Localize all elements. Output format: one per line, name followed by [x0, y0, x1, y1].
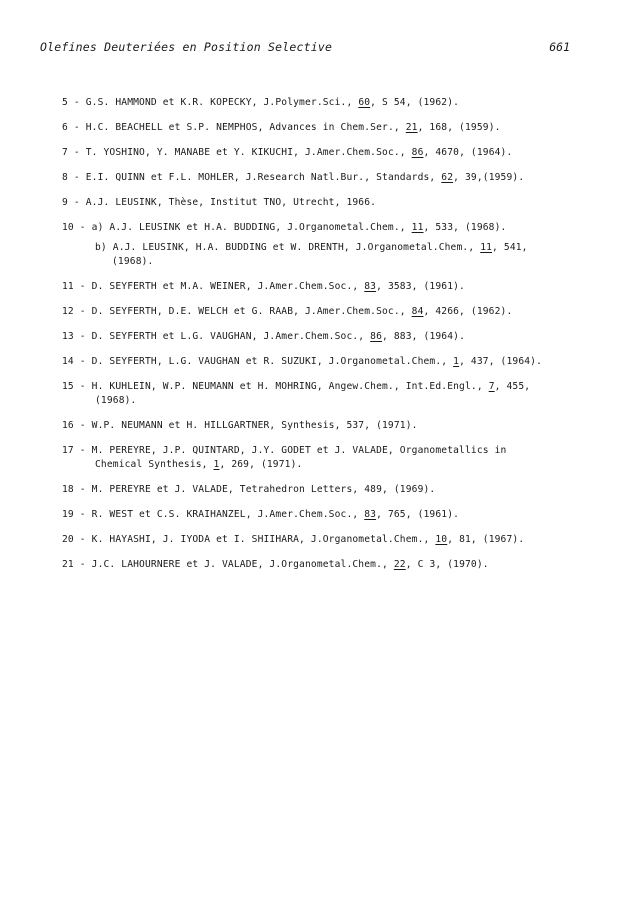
ref-text: , C 3, (1970). [405, 559, 489, 570]
ref-text: D. SEYFERTH, L.G. VAUGHAN et R. SUZUKI, J.Organometal.Chem., [91, 356, 454, 367]
ref-text: T. YOSHINO, Y. MANABE et Y. KIKUCHI, J.Amer.Chem.Soc., [85, 147, 412, 158]
ref-number: 14 [62, 356, 74, 367]
reference-item: 10 - a) A.J. LEUSINK et H.A. BUDDING, J.Organometal.Chem., 11, 533, (1968). [62, 222, 507, 233]
ref-text: , 168, (1959). [417, 122, 501, 133]
ref-number: 6 [62, 122, 68, 133]
ref-text: W.P. NEUMANN et H. HILLGARTNER, Synthesis, 537, (1971). [91, 420, 418, 431]
ref-text: , 39,(1959). [453, 172, 525, 183]
ref-text: , 4670, (1964). [423, 147, 513, 158]
ref-text: M. PEREYRE, J.P. QUINTARD, J.Y. GODET et J. VALADE, Organometallics in [91, 445, 507, 456]
ref-text: , S 54, (1962). [370, 97, 460, 108]
ref-text: K. HAYASHI, J. IYODA et I. SHIIHARA, J.Organometal.Chem., [91, 534, 436, 545]
ref-number: 21 [62, 559, 74, 570]
ref-volume: 1 [213, 459, 220, 470]
ref-volume: 60 [358, 97, 371, 108]
ref-text: A.J. LEUSINK, Thèse, Institut TNO, Utrecht, 1966. [85, 197, 377, 208]
ref-number: 20 [62, 534, 74, 545]
ref-text: , 765, (1961). [376, 509, 460, 520]
ref-volume: 62 [441, 172, 454, 183]
ref-number: 18 [62, 484, 74, 495]
reference-item: 7 - T. YOSHINO, Y. MANABE et Y. KIKUCHI, J.Amer.Chem.Soc., 86, 4670, (1964). [62, 147, 513, 158]
reference-item: 21 - J.C. LAHOURNERE et J. VALADE, J.Organometal.Chem., 22, C 3, (1970). [62, 559, 489, 570]
reference-item [62, 241, 582, 269]
ref-text: , 533, (1968). [423, 222, 507, 233]
ref-text: , 4266, (1962). [423, 306, 513, 317]
ref-text: J.C. LAHOURNERE et J. VALADE, J.Organometal.Chem., [91, 559, 394, 570]
ref-number: 11 [62, 281, 74, 292]
ref-text: H. KUHLEIN, W.P. NEUMANN et H. MOHRING, Angew.Chem., Int.Ed.Engl., [91, 381, 489, 392]
reference-item: 13 - D. SEYFERTH et L.G. VAUGHAN, J.Amer.Chem.Soc., 86, 883, (1964). [62, 331, 465, 342]
ref-text: G.S. HAMMOND et K.R. KOPECKY, J.Polymer.Sci., [85, 97, 359, 108]
ref-number: 10 [62, 222, 74, 233]
ref-text: , 437, (1964). [459, 356, 543, 367]
reference-item: 14 - D. SEYFERTH, L.G. VAUGHAN et R. SUZUKI, J.Organometal.Chem., 1, 437, (1964). [62, 356, 543, 367]
ref-volume: 11 [411, 222, 424, 233]
ref-number: 15 [62, 381, 74, 392]
ref-text: D. SEYFERTH et M.A. WEINER, J.Amer.Chem.Soc., [91, 281, 365, 292]
ref-volume: 84 [411, 306, 424, 317]
ref-number: 9 [62, 197, 68, 208]
ref-number: 12 [62, 306, 74, 317]
reference-item: 17 - M. PEREYRE, J.P. QUINTARD, J.Y. GODET et J. VALADE, Organometallics in Chemical Synthesis, 1, 269, (1971). [62, 444, 582, 472]
ref-text: D. SEYFERTH et L.G. VAUGHAN, J.Amer.Chem.Soc., [91, 331, 371, 342]
ref-text: H.C. BEACHELL et S.P. NEMPHOS, Advances in Chem.Ser., [85, 122, 406, 133]
ref-continuation: (1968). [112, 256, 154, 267]
ref-volume: 1 [453, 356, 460, 367]
ref-text: , 883, (1964). [382, 331, 465, 342]
ref-volume: 7 [488, 381, 495, 392]
reference-item: 12 - D. SEYFERTH, D.E. WELCH et G. RAAB, J.Amer.Chem.Soc., 84, 4266, (1962). [62, 306, 513, 317]
ref-volume: 11 [480, 242, 493, 253]
ref-text: b) A.J. LEUSINK, H.A. BUDDING et W. DRENTH, J.Organometal.Chem., [95, 242, 481, 253]
ref-text: R. WEST et C.S. KRAIHANZEL, J.Amer.Chem.Soc., [91, 509, 365, 520]
reference-item: 11 - D. SEYFERTH et M.A. WEINER, J.Amer.Chem.Soc., 83, 3583, (1961). [62, 281, 465, 292]
ref-text: D. SEYFERTH, D.E. WELCH et G. RAAB, J.Amer.Chem.Soc., [91, 306, 412, 317]
ref-volume: 83 [364, 281, 377, 292]
ref-number: 16 [62, 420, 74, 431]
ref-volume: 21 [405, 122, 418, 133]
ref-number: 5 [62, 97, 68, 108]
ref-number: 13 [62, 331, 74, 342]
running-title: Olefines Deuteriées en Position Selective [40, 40, 333, 54]
ref-volume: 86 [411, 147, 424, 158]
ref-volume: 22 [393, 559, 406, 570]
ref-number: 19 [62, 509, 74, 520]
ref-continuation: (1968). [95, 395, 137, 406]
reference-item: 5 - G.S. HAMMOND et K.R. KOPECKY, J.Polymer.Sci., 60, S 54, (1962). [62, 97, 460, 108]
ref-volume: 86 [370, 331, 383, 342]
reference-item: 8 - E.I. QUINN et F.L. MOHLER, J.Research Natl.Bur., Standards, 62, 39,(1959). [62, 172, 525, 183]
ref-number: 17 [62, 445, 74, 456]
reference-item: 19 - R. WEST et C.S. KRAIHANZEL, J.Amer.Chem.Soc., 83, 765, (1961). [62, 509, 460, 520]
reference-item: 18 - M. PEREYRE et J. VALADE, Tetrahedron Letters, 489, (1969). [62, 484, 436, 495]
page-header [40, 40, 570, 56]
ref-text: , 541, [492, 242, 528, 253]
ref-volume: 10 [435, 534, 448, 545]
ref-text: a) A.J. LEUSINK et H.A. BUDDING, J.Organometal.Chem., [91, 222, 412, 233]
ref-text: , 455, [494, 381, 531, 392]
reference-item: 16 - W.P. NEUMANN et H. HILLGARTNER, Synthesis, 537, (1971). [62, 420, 418, 431]
ref-text: , 81, (1967). [447, 534, 525, 545]
page-number: 661 [549, 40, 570, 54]
ref-text: E.I. QUINN et F.L. MOHLER, J.Research Natl.Bur., Standards, [85, 172, 442, 183]
ref-text: M. PEREYRE et J. VALADE, Tetrahedron Letters, 489, (1969). [91, 484, 436, 495]
ref-number: 7 [62, 147, 68, 158]
reference-item: 20 - K. HAYASHI, J. IYODA et I. SHIIHARA, J.Organometal.Chem., 10, 81, (1967). [62, 534, 525, 545]
reference-item: 9 - A.J. LEUSINK, Thèse, Institut TNO, Utrecht, 1966. [62, 197, 377, 208]
reference-item: 6 - H.C. BEACHELL et S.P. NEMPHOS, Advances in Chem.Ser., 21, 168, (1959). [62, 122, 501, 133]
ref-text: , 3583, (1961). [376, 281, 465, 292]
ref-text: Chemical Synthesis, [95, 459, 214, 470]
ref-continuation [62, 458, 582, 472]
reference-list [62, 96, 582, 583]
ref-text: , 269, (1971). [219, 459, 303, 470]
ref-number: 8 [62, 172, 68, 183]
ref-volume: 83 [364, 509, 377, 520]
reference-item: 15 - H. KUHLEIN, W.P. NEUMANN et H. MOHRING, Angew.Chem., Int.Ed.Engl., 7, 455, (1968). [62, 380, 582, 408]
